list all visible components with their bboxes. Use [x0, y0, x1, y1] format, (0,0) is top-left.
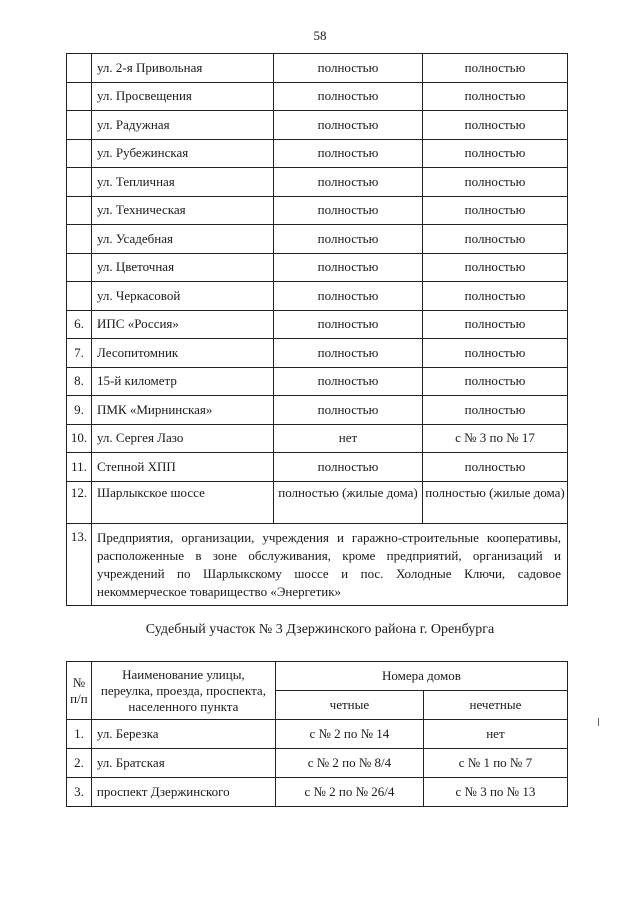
row-even: полностью: [274, 82, 423, 111]
row-name: 15-й километр: [92, 367, 274, 396]
row-name: ул. Сергея Лазо: [92, 424, 274, 453]
row-even: полностью: [274, 225, 423, 254]
row-odd: полностью: [423, 168, 568, 197]
row-name: Степной ХПП: [92, 453, 274, 482]
table-row: [67, 253, 568, 282]
row-odd: полностью: [423, 225, 568, 254]
table-row: [67, 749, 568, 778]
table-row: [67, 720, 568, 749]
row-even: с № 2 по № 14: [275, 720, 423, 749]
row-num: [67, 168, 92, 197]
table-row: [67, 481, 568, 523]
row-odd: полностью: [423, 453, 568, 482]
row-even: полностью: [274, 367, 423, 396]
row-even: полностью: [274, 196, 423, 225]
table-row: [67, 82, 568, 111]
row-name: ул. Березка: [91, 720, 275, 749]
row-name: проспект Дзержинского: [91, 778, 275, 807]
row-num: [67, 282, 92, 311]
row-even: с № 2 по № 26/4: [275, 778, 423, 807]
row-name: ул. Усадебная: [92, 225, 274, 254]
row-num: [67, 196, 92, 225]
page-number: 58: [313, 28, 327, 43]
row-even: полностью: [274, 139, 423, 168]
row-num: 3.: [67, 778, 92, 807]
row-odd: полностью: [423, 339, 568, 368]
row-name: ул. 2-я Привольная: [92, 54, 274, 83]
row-even: полностью: [274, 54, 423, 83]
court-district-3-table: [66, 661, 568, 807]
header-name: Наименование улицы, переулка, проезда, проспекта, населенного пункта: [91, 662, 275, 720]
section-caption: Судебный участок № 3 Дзержинского района г. Оренбурга: [145, 622, 495, 637]
row-even: с № 2 по № 8/4: [275, 749, 423, 778]
row-num: 13.: [67, 523, 92, 605]
row-odd: нет: [423, 720, 567, 749]
row-odd: с № 3 по № 17: [423, 424, 568, 453]
row-num: [67, 139, 92, 168]
header-num: № п/п: [67, 662, 92, 720]
table-row: [67, 310, 568, 339]
row-name: ИПС «Россия»: [92, 310, 274, 339]
row-odd: полностью: [423, 82, 568, 111]
table-row: [67, 282, 568, 311]
table-row-note: [67, 523, 568, 605]
row-num: [67, 82, 92, 111]
row-name: ул. Цветочная: [92, 253, 274, 282]
row-odd: полностью: [423, 310, 568, 339]
row-odd: полностью: [423, 196, 568, 225]
table-row: [67, 139, 568, 168]
table-row: [67, 196, 568, 225]
row-num: 12.: [67, 481, 92, 523]
row-odd: полностью: [423, 54, 568, 83]
row-odd: полностью: [423, 111, 568, 140]
row-odd: полностью (жилые дома): [423, 481, 568, 523]
row-odd: полностью: [423, 139, 568, 168]
header-odd: нечетные: [423, 691, 567, 720]
row-num: [67, 253, 92, 282]
row-odd: полностью: [423, 367, 568, 396]
district-streets-table: [66, 53, 568, 606]
row-num: 11.: [67, 453, 92, 482]
row-even: полностью: [274, 339, 423, 368]
row-even: полностью (жилые дома): [274, 481, 423, 523]
header-house-numbers: Номера домов: [275, 662, 567, 691]
table-row: [67, 339, 568, 368]
row-odd: с № 3 по № 13: [423, 778, 567, 807]
table-row: [67, 778, 568, 807]
row-even: нет: [274, 424, 423, 453]
row-num: 2.: [67, 749, 92, 778]
row-num: [67, 225, 92, 254]
row-num: 1.: [67, 720, 92, 749]
row-odd: полностью: [423, 253, 568, 282]
row-num: 10.: [67, 424, 92, 453]
note-text: Предприятия, организации, учреждения и гаражно-строительные кооперативы, расположенные в зоне обслуживания, кроме предприятий, организаций и учреждений по Шарлыкскому шоссе и пос. Холодные Ключи, садовое некоммерческое товарищество «Энергетик»: [92, 523, 568, 605]
row-num: 9.: [67, 396, 92, 425]
table-row: [67, 453, 568, 482]
row-even: полностью: [274, 282, 423, 311]
row-even: полностью: [274, 396, 423, 425]
header-even: четные: [275, 691, 423, 720]
row-name: ул. Тепличная: [92, 168, 274, 197]
row-num: [67, 54, 92, 83]
row-odd: полностью: [423, 396, 568, 425]
row-name: Лесопитомник: [92, 339, 274, 368]
row-even: полностью: [274, 310, 423, 339]
row-name: ул. Черкасовой: [92, 282, 274, 311]
table-row: [67, 54, 568, 83]
row-name: ул. Просвещения: [92, 82, 274, 111]
row-even: полностью: [274, 253, 423, 282]
row-name: Шарлыкское шоссе: [92, 481, 274, 523]
row-even: полностью: [274, 453, 423, 482]
row-name: ул. Техническая: [92, 196, 274, 225]
row-even: полностью: [274, 168, 423, 197]
row-num: [67, 111, 92, 140]
row-num: 7.: [67, 339, 92, 368]
row-name: ул. Братская: [91, 749, 275, 778]
row-odd: полностью: [423, 282, 568, 311]
table-row: [67, 111, 568, 140]
row-name: ПМК «Мирнинская»: [92, 396, 274, 425]
row-num: 8.: [67, 367, 92, 396]
row-even: полностью: [274, 111, 423, 140]
row-num: 6.: [67, 310, 92, 339]
row-odd: с № 1 по № 7: [423, 749, 567, 778]
table-header-row: [67, 662, 568, 691]
row-name: ул. Радужная: [92, 111, 274, 140]
table-row: [67, 225, 568, 254]
scan-mark: [598, 718, 599, 726]
row-name: ул. Рубежинская: [92, 139, 274, 168]
table-row: [67, 168, 568, 197]
table-row: [67, 424, 568, 453]
table-row: [67, 367, 568, 396]
table-row: [67, 396, 568, 425]
